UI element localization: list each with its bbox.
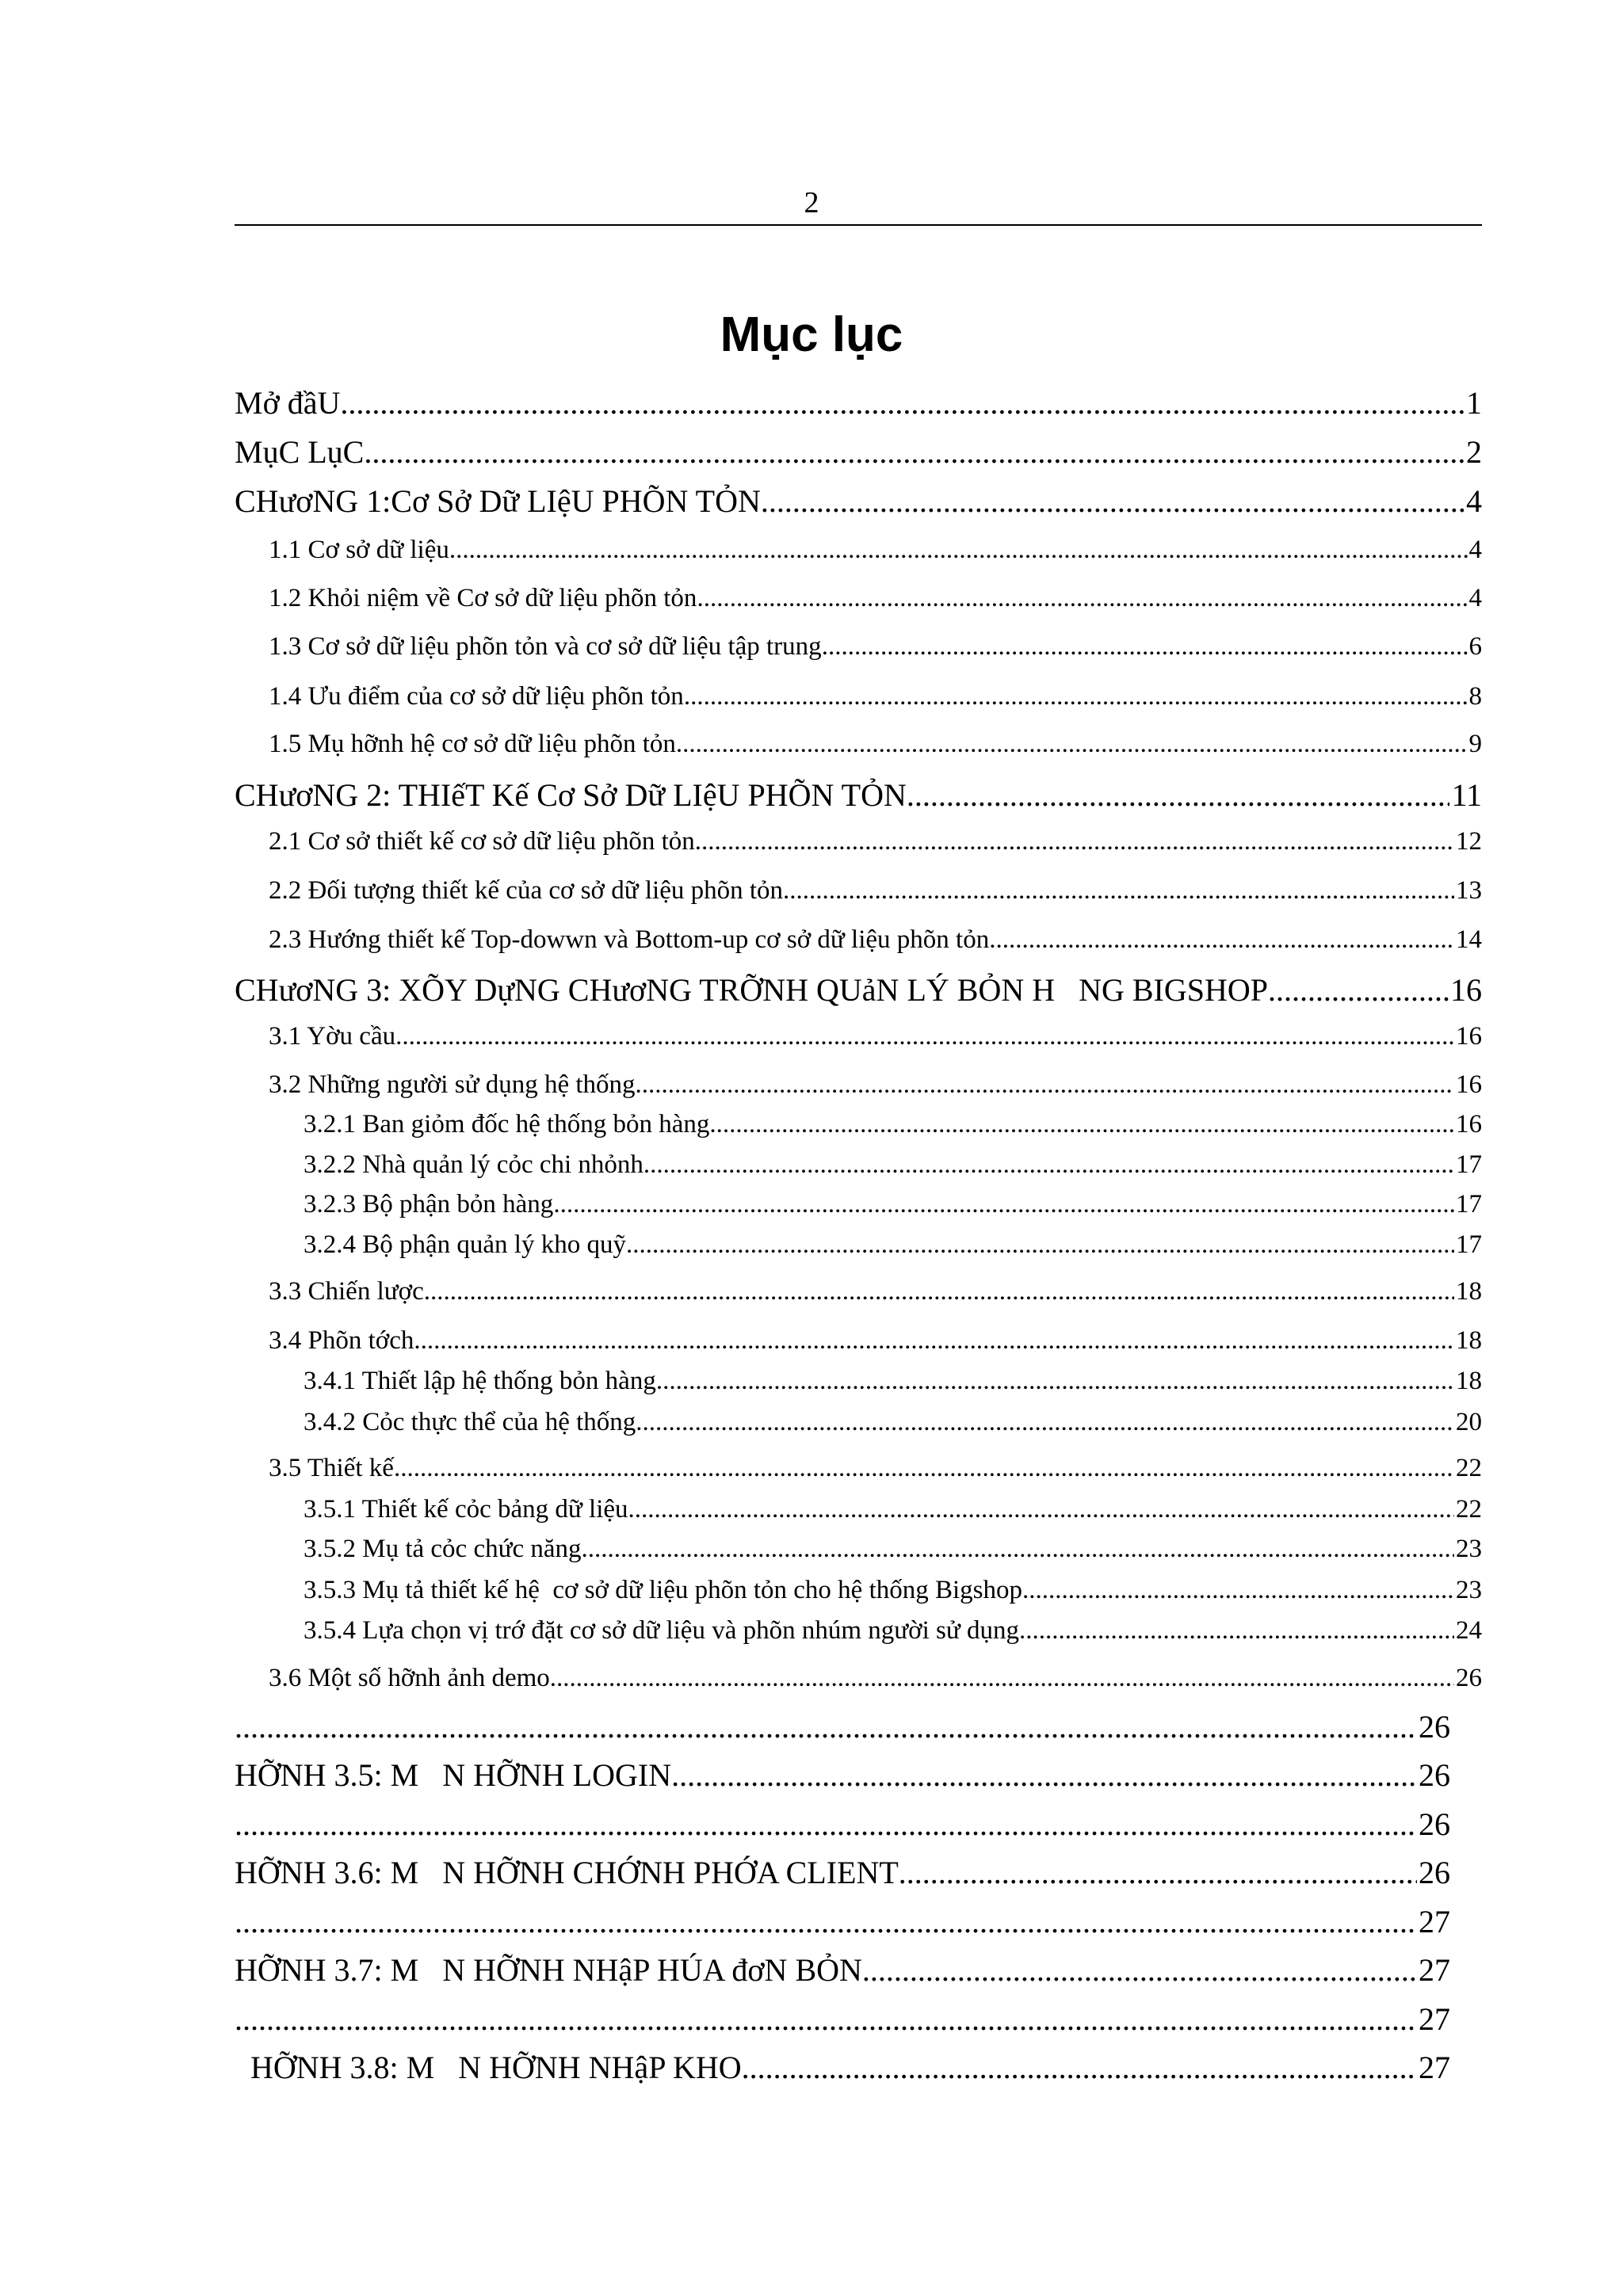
toc-entry-leader-only bbox=[235, 1803, 1450, 1846]
toc-entry-label: 3.4 Phõn tớch bbox=[269, 1326, 414, 1355]
toc-entry-page: 26 bbox=[1419, 1806, 1450, 1842]
dot-leader bbox=[989, 921, 1454, 958]
toc-entry bbox=[269, 726, 1482, 762]
toc-entry bbox=[304, 1363, 1482, 1399]
dot-leader bbox=[628, 1491, 1454, 1527]
dot-leader bbox=[364, 431, 1465, 474]
toc-entry-label: MụC LụC bbox=[235, 434, 365, 470]
toc-entry-page: 27 bbox=[1419, 1952, 1450, 1988]
dot-leader bbox=[656, 1363, 1454, 1399]
toc-entry-page: 26 bbox=[1419, 1709, 1450, 1745]
dot-leader bbox=[553, 1186, 1454, 1222]
dot-leader bbox=[907, 774, 1450, 817]
toc-entry-label: 1.2 Khỏi niệm về Cơ sở dữ liệu phõn tỏn bbox=[269, 584, 697, 612]
toc-entry-page: 26 bbox=[1419, 1855, 1450, 1890]
toc-entry-page: 27 bbox=[1419, 2001, 1450, 2037]
toc-entry bbox=[304, 1226, 1482, 1263]
toc-entry-page: 4 bbox=[1468, 584, 1482, 612]
toc-entry-page: 14 bbox=[1456, 925, 1482, 954]
toc-entry-label: Mở đầU bbox=[235, 385, 341, 421]
dot-leader bbox=[742, 2046, 1417, 2089]
toc-entry-leader-only bbox=[235, 1901, 1450, 1943]
toc-entry-page: 26 bbox=[1419, 1757, 1450, 1793]
dot-leader bbox=[695, 823, 1454, 860]
toc-entry bbox=[269, 1018, 1482, 1055]
toc-entry bbox=[304, 1491, 1482, 1527]
toc-entry-label: 2.2 Đối tượng thiết kế của cơ sở dữ liệu phõn tỏn bbox=[269, 876, 784, 905]
toc-entry bbox=[304, 1612, 1482, 1649]
toc-entry-label: 3.3 Chiến lược bbox=[269, 1277, 424, 1306]
toc-entry-label: 3.5 Thiết kế bbox=[269, 1454, 394, 1482]
toc-entry-label: 3.1 Yờu cầu bbox=[269, 1022, 396, 1051]
toc-entry-label: 3.5.2 Mụ tả cỏc chức năng bbox=[304, 1535, 582, 1563]
toc-entry-page: 16 bbox=[1456, 1022, 1482, 1051]
toc-entry-label: 1.4 Ưu điểm của cơ sở dữ liệu phõn tỏn bbox=[269, 682, 684, 711]
toc-entry bbox=[269, 1066, 1482, 1103]
toc-entry bbox=[269, 532, 1482, 568]
dot-leader bbox=[899, 1852, 1417, 1894]
dot-leader bbox=[636, 1404, 1454, 1440]
dot-leader bbox=[822, 628, 1468, 665]
dot-leader bbox=[1022, 1572, 1454, 1608]
dot-leader bbox=[394, 1450, 1454, 1486]
toc-entry-label: HỠNH 3.5: M N HỠNH LOGIN bbox=[235, 1757, 672, 1793]
toc-entry-leader-only bbox=[235, 1706, 1450, 1749]
dot-leader bbox=[550, 1660, 1454, 1696]
toc-entry-page: 23 bbox=[1456, 1576, 1482, 1604]
toc-entry-page: 4 bbox=[1468, 536, 1482, 564]
dot-leader bbox=[235, 1706, 1417, 1749]
toc-entry bbox=[235, 431, 1482, 474]
toc-entry-page: 4 bbox=[1466, 483, 1482, 519]
toc-entry-page: 16 bbox=[1456, 1110, 1482, 1138]
toc-entry bbox=[269, 921, 1482, 958]
toc-entry-label: 3.4.1 Thiết lập hệ thống bỏn hàng bbox=[304, 1367, 656, 1395]
toc-entry-page: 27 bbox=[1419, 2050, 1450, 2085]
dot-leader bbox=[783, 872, 1454, 909]
toc-entry bbox=[269, 628, 1482, 665]
toc-entry bbox=[235, 1852, 1450, 1894]
toc-entry-leader-only bbox=[235, 1998, 1450, 2041]
dot-leader bbox=[235, 1901, 1417, 1943]
toc-entry-page: 12 bbox=[1456, 827, 1482, 856]
dot-leader bbox=[761, 480, 1465, 523]
toc-entry-label: HỠNH 3.7: M N HỠNH NHậP HÚA đơN BỎN bbox=[235, 1952, 862, 1988]
toc-entry bbox=[304, 1146, 1482, 1183]
toc-entry-label: 3.5.3 Mụ tả thiết kế hệ cơ sở dữ liệu phõn tỏn cho hệ thống Bigshop bbox=[304, 1576, 1023, 1604]
toc-entry bbox=[269, 1273, 1482, 1310]
toc-entry-page: 6 bbox=[1468, 632, 1482, 661]
dot-leader bbox=[697, 580, 1467, 616]
toc-entry-label: CHươNG 1:Cơ Sở Dữ LIệU PHÕN TỎN bbox=[235, 483, 761, 519]
toc-entry-label: 2.1 Cơ sở thiết kế cơ sở dữ liệu phõn tỏn bbox=[269, 827, 695, 856]
dot-leader bbox=[684, 678, 1468, 715]
dot-leader bbox=[626, 1226, 1454, 1263]
toc-entry bbox=[269, 1660, 1482, 1696]
toc-entry-page: 22 bbox=[1456, 1495, 1482, 1524]
toc-entry-page: 20 bbox=[1456, 1408, 1482, 1436]
toc-entry-label: 1.5 Mụ hỡnh hệ cơ sở dữ liệu phõn tỏn bbox=[269, 730, 676, 758]
toc-entry-page: 24 bbox=[1456, 1616, 1482, 1645]
toc-entry-page: 16 bbox=[1456, 1070, 1482, 1099]
toc-entry-label: 1.1 Cơ sở dữ liệu bbox=[269, 536, 449, 564]
toc-entry-page: 27 bbox=[1419, 1904, 1450, 1939]
toc-entry bbox=[304, 1572, 1482, 1608]
dot-leader bbox=[235, 1998, 1417, 2041]
dot-leader bbox=[582, 1531, 1454, 1567]
toc-entry-page: 17 bbox=[1456, 1230, 1482, 1259]
dot-leader bbox=[709, 1106, 1454, 1142]
dot-leader bbox=[643, 1146, 1454, 1183]
toc-entry-page: 13 bbox=[1456, 876, 1482, 905]
toc-entry-label: 3.5.4 Lựa chọn vị trớ đặt cơ sở dữ liệu và phõn nhúm người sử dụng bbox=[304, 1616, 1019, 1645]
toc-entry bbox=[235, 1754, 1450, 1797]
dot-leader bbox=[862, 1949, 1417, 1992]
toc-entry-label: 3.4.2 Cỏc thực thể của hệ thống bbox=[304, 1408, 636, 1436]
toc-entry-page: 1 bbox=[1466, 385, 1482, 421]
toc-title: Mục lục bbox=[720, 307, 903, 362]
toc-entry-page: 17 bbox=[1456, 1150, 1482, 1179]
toc-entry bbox=[235, 480, 1482, 523]
toc-entry bbox=[235, 382, 1482, 425]
toc-entry-label: 3.6 Một số hỡnh ảnh demo bbox=[269, 1664, 550, 1692]
toc-entry bbox=[304, 1404, 1482, 1440]
toc-entry bbox=[250, 2046, 1450, 2089]
toc-entry-label: 2.3 Hướng thiết kế Top-dowwn và Bottom-up cơ sở dữ liệu phõn tỏn bbox=[269, 925, 990, 954]
toc-entry bbox=[304, 1186, 1482, 1222]
toc-entry-label: 1.3 Cơ sở dữ liệu phõn tỏn và cơ sở dữ liệu tập trung bbox=[269, 632, 822, 661]
toc-entry bbox=[304, 1106, 1482, 1142]
toc-entry-page: 17 bbox=[1456, 1190, 1482, 1219]
toc-entry-page: 18 bbox=[1456, 1367, 1482, 1395]
toc-entry-page: 18 bbox=[1456, 1277, 1482, 1306]
toc-entry-label: 3.5.1 Thiết kế cỏc bảng dữ liệu bbox=[304, 1495, 628, 1524]
page-number: 2 bbox=[804, 186, 819, 219]
toc-entry bbox=[269, 1322, 1482, 1359]
toc-entry bbox=[269, 872, 1482, 909]
dot-leader bbox=[395, 1018, 1454, 1055]
toc-entry bbox=[235, 969, 1482, 1012]
dot-leader bbox=[676, 726, 1468, 762]
dot-leader bbox=[1019, 1612, 1454, 1649]
toc-entry-label: 3.2.2 Nhà quản lý cỏc chi nhỏnh bbox=[304, 1150, 643, 1179]
toc-entry-label: CHươNG 2: THIếT Kế Cơ Sở Dữ LIệU PHÕN TỎN bbox=[235, 777, 907, 813]
dot-leader bbox=[671, 1754, 1417, 1797]
toc-entry bbox=[235, 1949, 1450, 1992]
toc-entry-label: 3.2.4 Bộ phận quản lý kho quỹ bbox=[304, 1230, 626, 1259]
toc-entry bbox=[235, 774, 1482, 817]
toc-entry bbox=[269, 678, 1482, 715]
toc-entry-page: 8 bbox=[1468, 682, 1482, 711]
dot-leader bbox=[636, 1066, 1454, 1103]
toc-entry-page: 26 bbox=[1456, 1664, 1482, 1692]
toc-entry-label: CHươNG 3: XÕY DựNG CHươNG TRỠNH QUảN LÝ BỎN H NG BIGSHOP bbox=[235, 972, 1269, 1008]
toc-entry-page: 2 bbox=[1466, 434, 1482, 470]
toc-entry-label: HỠNH 3.6: M N HỠNH CHỚNH PHỚA CLIENT bbox=[235, 1855, 899, 1890]
toc-entry-label: 3.2.3 Bộ phận bỏn hàng bbox=[304, 1190, 554, 1219]
toc-entry-page: 18 bbox=[1456, 1326, 1482, 1355]
dot-leader bbox=[340, 382, 1465, 425]
dot-leader bbox=[449, 532, 1468, 568]
dot-leader bbox=[414, 1322, 1454, 1359]
toc-entry bbox=[304, 1531, 1482, 1567]
toc-entry-page: 22 bbox=[1456, 1454, 1482, 1482]
toc-entry-page: 23 bbox=[1456, 1535, 1482, 1563]
toc-entry-page: 11 bbox=[1451, 777, 1482, 813]
toc-entry bbox=[269, 1450, 1482, 1486]
toc-entry bbox=[269, 823, 1482, 860]
toc-entry-label: HỠNH 3.8: M N HỠNH NHậP KHO bbox=[250, 2050, 742, 2085]
dot-leader bbox=[424, 1273, 1454, 1310]
toc-entry-label: 3.2.1 Ban giỏm đốc hệ thống bỏn hàng bbox=[304, 1110, 710, 1138]
toc-entry-page: 16 bbox=[1450, 972, 1482, 1008]
dot-leader bbox=[1268, 969, 1449, 1012]
toc-entry bbox=[269, 580, 1482, 616]
toc-entry-label: 3.2 Những người sử dụng hệ thống bbox=[269, 1070, 636, 1099]
dot-leader bbox=[235, 1803, 1417, 1846]
toc-entry-page: 9 bbox=[1468, 730, 1482, 758]
